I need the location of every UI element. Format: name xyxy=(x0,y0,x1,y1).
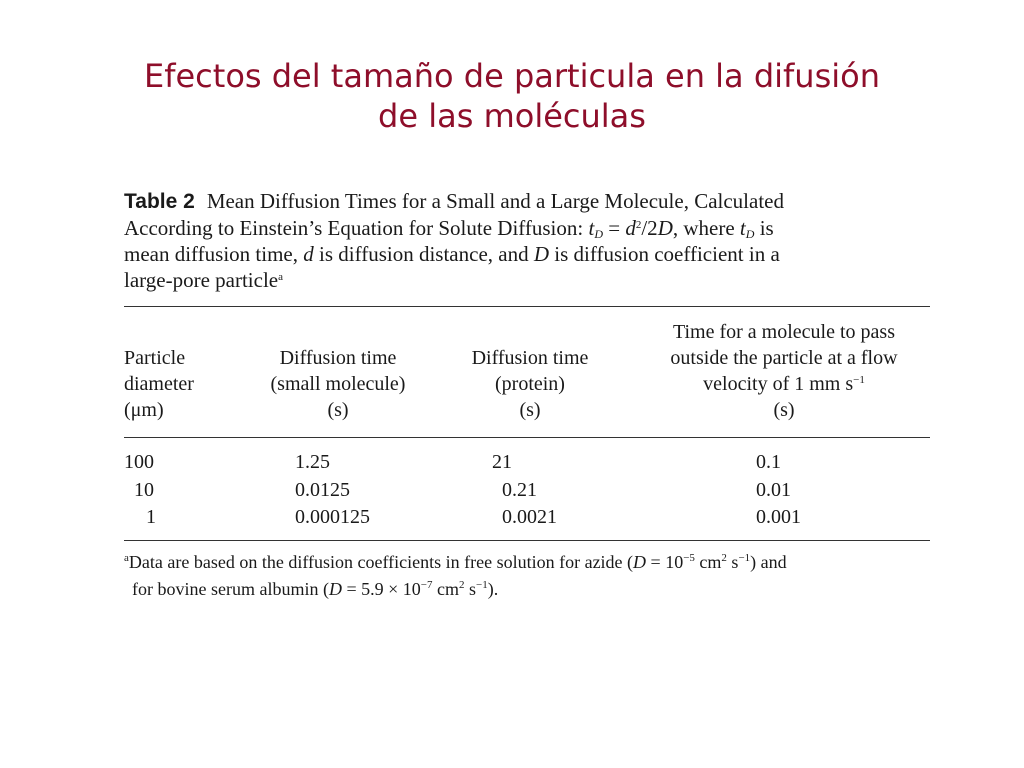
header-col4-sup: −1 xyxy=(853,374,865,386)
caption-var-D3: D xyxy=(533,242,550,266)
table-label: Table 2 xyxy=(124,190,195,213)
cell-pass: 0.1 xyxy=(756,451,781,473)
caption-text-3b: is diffusion distance, and xyxy=(313,242,534,266)
cell-protein: 0.0021 xyxy=(502,506,557,528)
footnote-line-2 xyxy=(124,576,934,603)
caption-div: /2 xyxy=(641,216,658,240)
footnote-text-2e: ). xyxy=(487,579,499,599)
header-protein xyxy=(450,319,610,423)
header-col4-line2: outside the particle at a flow xyxy=(670,347,898,369)
table-bottom-rule xyxy=(124,540,930,541)
header-small-molecule xyxy=(245,319,431,423)
header-col4-line3 xyxy=(632,371,936,397)
caption-var-t2: t xyxy=(739,216,746,240)
footnote-sup-1a: −5 xyxy=(683,552,695,564)
cell-diameter: 10 xyxy=(134,479,154,501)
caption-where: , where xyxy=(672,216,740,240)
caption-line-1 xyxy=(124,188,934,215)
footnote-sup-2c: −1 xyxy=(476,579,488,591)
header-col2-line1: Diffusion time xyxy=(279,347,397,369)
cell-pass: 0.001 xyxy=(756,506,801,528)
cell-diameter: 100 xyxy=(124,451,154,473)
header-col3-line1: Diffusion time xyxy=(471,347,589,369)
caption-sup-a: a xyxy=(278,271,283,283)
footnote-text-1a: Data are based on the diffusion coefficients in free solution for azide ( xyxy=(128,552,634,572)
footnote-text-2b: = 5.9 × 10 xyxy=(341,579,421,599)
header-col1-line2: diameter xyxy=(124,373,194,395)
cell-diameter: 1 xyxy=(146,506,156,528)
caption-sup-2: 2 xyxy=(635,219,642,231)
header-col4-line1: Time for a molecule to pass xyxy=(672,321,895,343)
caption-text-1: Mean Diffusion Times for a Small and a Large Molecule, Calculated xyxy=(206,189,784,213)
caption-sub-d: D xyxy=(594,227,603,241)
caption-text-3c: is diffusion coefficient in a xyxy=(549,242,780,266)
caption-line-2 xyxy=(124,215,934,241)
header-col3-line2: (protein) xyxy=(495,373,565,395)
caption-text-3a: mean diffusion time, xyxy=(124,242,304,266)
footnote-text-1c: cm xyxy=(694,552,722,572)
cell-pass: 0.01 xyxy=(756,479,791,501)
table-header-rule xyxy=(124,437,930,438)
header-col4-line4: (s) xyxy=(773,399,795,421)
table-footnote xyxy=(124,549,934,603)
header-col3-line3: (s) xyxy=(519,399,541,421)
caption-var-D: D xyxy=(657,216,673,240)
footnote-text-2c: cm xyxy=(432,579,459,599)
footnote-mark: a xyxy=(124,552,129,564)
cell-protein: 0.21 xyxy=(502,479,537,501)
header-col2-line2: (small molecule) xyxy=(270,373,406,395)
footnote-text-1b: = 10 xyxy=(646,552,684,572)
footnote-text-1d: s xyxy=(726,552,739,572)
footnote-var-D2: D xyxy=(328,579,342,599)
caption-line-4 xyxy=(124,267,934,293)
caption-text-4: large-pore particle xyxy=(124,268,279,292)
caption-line-3 xyxy=(124,241,934,267)
caption-var-d3: d xyxy=(303,242,314,266)
caption-var-d: d xyxy=(625,216,636,240)
table-caption xyxy=(124,188,934,293)
footnote-sup-1c: −1 xyxy=(738,552,751,564)
footnote-line-1 xyxy=(124,552,787,572)
slide-title xyxy=(0,56,1024,136)
cell-small: 0.000125 xyxy=(295,506,370,528)
footnote-sup-1b: 2 xyxy=(721,552,727,564)
header-col2-line3: (s) xyxy=(327,399,349,421)
caption-sub-d2: D xyxy=(745,227,755,241)
header-col1-line1: Particle xyxy=(124,347,186,369)
cell-small: 0.0125 xyxy=(295,479,350,501)
footnote-var-D1: D xyxy=(633,552,647,572)
cell-protein: 21 xyxy=(492,451,512,473)
footnote-text-1e: ) and xyxy=(750,552,787,572)
header-particle-diameter xyxy=(124,319,194,423)
footnote-text-2d: s xyxy=(464,579,477,599)
header-pass-time xyxy=(632,319,936,423)
caption-text-2a: According to Einstein’s Equation for Solute Diffusion: xyxy=(124,216,589,240)
slide-title-line-2: de las moléculas xyxy=(378,97,646,135)
cell-small: 1.25 xyxy=(295,451,330,473)
footnote-sup-2b: 2 xyxy=(459,579,465,591)
caption-var-t: t xyxy=(588,216,595,240)
header-col4-line3-text: velocity of 1 mm s xyxy=(703,373,854,395)
footnote-sup-2a: −7 xyxy=(420,579,433,591)
table-top-rule xyxy=(124,306,930,307)
caption-eq: = xyxy=(603,216,626,240)
caption-is: is xyxy=(754,216,774,240)
header-col1-line3: (μm) xyxy=(124,399,164,421)
footnote-text-2a: for bovine serum albumin ( xyxy=(132,579,329,599)
slide-title-line-1: Efectos del tamaño de particula en la difusión xyxy=(144,57,880,95)
